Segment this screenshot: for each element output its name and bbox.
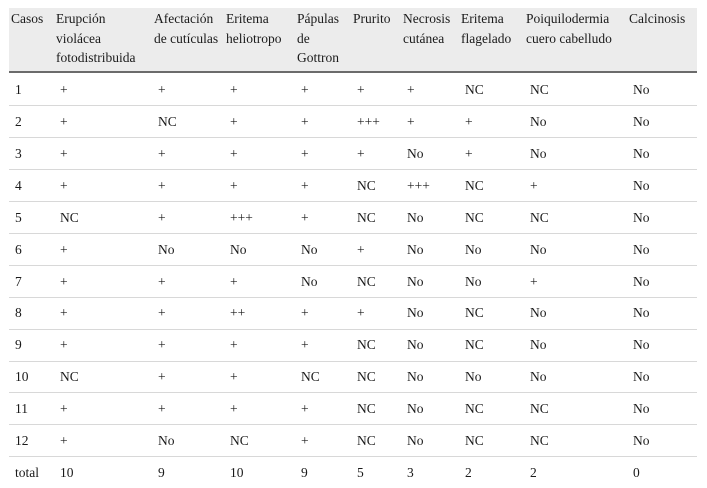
cell-casos: 12 bbox=[9, 425, 54, 457]
cell-necrosis-cutanea: No bbox=[401, 138, 459, 170]
table-row bbox=[9, 297, 697, 329]
cell-papulas-gottron: + bbox=[295, 202, 351, 234]
cell-necrosis-cutanea: No bbox=[401, 202, 459, 234]
cell-papulas-gottron: + bbox=[295, 170, 351, 202]
cell-eritema-heliotropo: + bbox=[224, 138, 295, 170]
cell-afectacion-cuticulas: + bbox=[152, 202, 224, 234]
cell-casos: 7 bbox=[9, 265, 54, 297]
cell-eritema-flagelado: NC bbox=[459, 393, 524, 425]
cell-erupcion-violacea: + bbox=[54, 138, 152, 170]
cell-poiquilodermia: NC bbox=[524, 425, 627, 457]
cell-eritema-flagelado: + bbox=[459, 138, 524, 170]
cell-erupcion-violacea: + bbox=[54, 265, 152, 297]
cell-calcinosis: No bbox=[627, 138, 697, 170]
cell-eritema-heliotropo: +++ bbox=[224, 202, 295, 234]
table-row bbox=[9, 202, 697, 234]
cell-prurito: NC bbox=[351, 265, 401, 297]
header-row bbox=[9, 8, 697, 72]
cell-casos: 6 bbox=[9, 233, 54, 265]
table-row bbox=[9, 106, 697, 138]
header-erupcion-violacea: Erupción violácea fotodistribuida bbox=[54, 8, 152, 72]
table-header bbox=[9, 8, 697, 72]
cell-afectacion-cuticulas: No bbox=[152, 425, 224, 457]
cell-eritema-flagelado: NC bbox=[459, 202, 524, 234]
cell-erupcion-violacea: NC bbox=[54, 361, 152, 393]
cell-afectacion-cuticulas: + bbox=[152, 265, 224, 297]
cell-papulas-gottron: + bbox=[295, 393, 351, 425]
cell-afectacion-cuticulas: + bbox=[152, 361, 224, 393]
cell-eritema-heliotropo: + bbox=[224, 106, 295, 138]
cell-erupcion-violacea: + bbox=[54, 233, 152, 265]
cell-poiquilodermia: + bbox=[524, 170, 627, 202]
table-row bbox=[9, 170, 697, 202]
cell-eritema-flagelado: No bbox=[459, 233, 524, 265]
cell-prurito: + bbox=[351, 138, 401, 170]
table-row bbox=[9, 329, 697, 361]
header-afectacion-cuticulas: Afectación de cutículas bbox=[152, 8, 224, 72]
cell-eritema-heliotropo: No bbox=[224, 233, 295, 265]
cell-necrosis-cutanea: + bbox=[401, 72, 459, 106]
cell-calcinosis: 0 bbox=[627, 457, 697, 488]
cell-poiquilodermia: No bbox=[524, 361, 627, 393]
cell-casos: 4 bbox=[9, 170, 54, 202]
cell-prurito: 5 bbox=[351, 457, 401, 488]
table-row bbox=[9, 265, 697, 297]
cell-afectacion-cuticulas: NC bbox=[152, 106, 224, 138]
table-row bbox=[9, 393, 697, 425]
cell-erupcion-violacea: + bbox=[54, 170, 152, 202]
cell-papulas-gottron: 9 bbox=[295, 457, 351, 488]
cell-necrosis-cutanea: No bbox=[401, 393, 459, 425]
cell-eritema-flagelado: NC bbox=[459, 170, 524, 202]
cell-eritema-flagelado: NC bbox=[459, 329, 524, 361]
header-eritema-flagelado: Eritema flagelado bbox=[459, 8, 524, 72]
cell-poiquilodermia: No bbox=[524, 106, 627, 138]
cell-prurito: NC bbox=[351, 361, 401, 393]
cell-erupcion-violacea: 10 bbox=[54, 457, 152, 488]
cell-afectacion-cuticulas: + bbox=[152, 138, 224, 170]
cell-papulas-gottron: + bbox=[295, 106, 351, 138]
clinical-features-table-container bbox=[9, 8, 697, 488]
table-row bbox=[9, 72, 697, 106]
cell-papulas-gottron: + bbox=[295, 329, 351, 361]
cell-papulas-gottron: No bbox=[295, 233, 351, 265]
cell-prurito: NC bbox=[351, 202, 401, 234]
cell-necrosis-cutanea: 3 bbox=[401, 457, 459, 488]
cell-calcinosis: No bbox=[627, 106, 697, 138]
cell-eritema-heliotropo: 10 bbox=[224, 457, 295, 488]
cell-poiquilodermia: No bbox=[524, 297, 627, 329]
cell-prurito: NC bbox=[351, 425, 401, 457]
cell-poiquilodermia: NC bbox=[524, 393, 627, 425]
cell-calcinosis: No bbox=[627, 393, 697, 425]
cell-prurito: NC bbox=[351, 329, 401, 361]
cell-eritema-heliotropo: + bbox=[224, 170, 295, 202]
cell-casos: 11 bbox=[9, 393, 54, 425]
clinical-features-table bbox=[9, 8, 697, 488]
cell-poiquilodermia: NC bbox=[524, 202, 627, 234]
cell-casos: 8 bbox=[9, 297, 54, 329]
cell-casos: 2 bbox=[9, 106, 54, 138]
cell-papulas-gottron: + bbox=[295, 425, 351, 457]
cell-eritema-heliotropo: + bbox=[224, 265, 295, 297]
cell-afectacion-cuticulas: + bbox=[152, 297, 224, 329]
cell-calcinosis: No bbox=[627, 170, 697, 202]
cell-eritema-flagelado: NC bbox=[459, 425, 524, 457]
table-body bbox=[9, 72, 697, 488]
cell-eritema-flagelado: NC bbox=[459, 72, 524, 106]
cell-casos: total bbox=[9, 457, 54, 488]
cell-afectacion-cuticulas: No bbox=[152, 233, 224, 265]
cell-necrosis-cutanea: + bbox=[401, 106, 459, 138]
cell-eritema-heliotropo: + bbox=[224, 329, 295, 361]
cell-casos: 5 bbox=[9, 202, 54, 234]
cell-calcinosis: No bbox=[627, 202, 697, 234]
cell-poiquilodermia: No bbox=[524, 138, 627, 170]
cell-necrosis-cutanea: No bbox=[401, 297, 459, 329]
cell-calcinosis: No bbox=[627, 265, 697, 297]
table-row bbox=[9, 138, 697, 170]
table-row bbox=[9, 361, 697, 393]
cell-poiquilodermia: No bbox=[524, 329, 627, 361]
cell-casos: 3 bbox=[9, 138, 54, 170]
header-casos: Casos bbox=[9, 8, 54, 72]
cell-papulas-gottron: NC bbox=[295, 361, 351, 393]
cell-necrosis-cutanea: No bbox=[401, 329, 459, 361]
cell-prurito: + bbox=[351, 233, 401, 265]
table-row bbox=[9, 425, 697, 457]
cell-eritema-flagelado: NC bbox=[459, 297, 524, 329]
cell-erupcion-violacea: + bbox=[54, 329, 152, 361]
cell-calcinosis: No bbox=[627, 329, 697, 361]
total-row bbox=[9, 457, 697, 488]
cell-papulas-gottron: + bbox=[295, 138, 351, 170]
cell-eritema-flagelado: No bbox=[459, 265, 524, 297]
cell-prurito: +++ bbox=[351, 106, 401, 138]
header-poiquilodermia: Poiquilodermia cuero cabelludo bbox=[524, 8, 627, 72]
cell-necrosis-cutanea: No bbox=[401, 265, 459, 297]
cell-prurito: NC bbox=[351, 393, 401, 425]
cell-necrosis-cutanea: No bbox=[401, 425, 459, 457]
cell-necrosis-cutanea: No bbox=[401, 361, 459, 393]
cell-calcinosis: No bbox=[627, 233, 697, 265]
cell-afectacion-cuticulas: + bbox=[152, 72, 224, 106]
cell-erupcion-violacea: NC bbox=[54, 202, 152, 234]
cell-afectacion-cuticulas: 9 bbox=[152, 457, 224, 488]
cell-erupcion-violacea: + bbox=[54, 393, 152, 425]
cell-afectacion-cuticulas: + bbox=[152, 170, 224, 202]
cell-casos: 1 bbox=[9, 72, 54, 106]
cell-necrosis-cutanea: No bbox=[401, 233, 459, 265]
header-calcinosis: Calcinosis bbox=[627, 8, 697, 72]
cell-casos: 9 bbox=[9, 329, 54, 361]
cell-erupcion-violacea: + bbox=[54, 297, 152, 329]
cell-erupcion-violacea: + bbox=[54, 106, 152, 138]
cell-calcinosis: No bbox=[627, 72, 697, 106]
cell-eritema-heliotropo: + bbox=[224, 72, 295, 106]
cell-prurito: + bbox=[351, 72, 401, 106]
cell-eritema-flagelado: + bbox=[459, 106, 524, 138]
header-papulas-gottron: Pápulas de Gottron bbox=[295, 8, 351, 72]
cell-necrosis-cutanea: +++ bbox=[401, 170, 459, 202]
cell-papulas-gottron: + bbox=[295, 72, 351, 106]
cell-calcinosis: No bbox=[627, 297, 697, 329]
cell-calcinosis: No bbox=[627, 425, 697, 457]
header-eritema-heliotropo: Eritema heliotropo bbox=[224, 8, 295, 72]
table-row bbox=[9, 233, 697, 265]
cell-eritema-heliotropo: + bbox=[224, 361, 295, 393]
cell-afectacion-cuticulas: + bbox=[152, 329, 224, 361]
cell-eritema-heliotropo: ++ bbox=[224, 297, 295, 329]
cell-eritema-heliotropo: NC bbox=[224, 425, 295, 457]
cell-eritema-flagelado: No bbox=[459, 361, 524, 393]
cell-casos: 10 bbox=[9, 361, 54, 393]
cell-erupcion-violacea: + bbox=[54, 425, 152, 457]
cell-poiquilodermia: 2 bbox=[524, 457, 627, 488]
header-necrosis-cutanea: Necrosis cutánea bbox=[401, 8, 459, 72]
cell-erupcion-violacea: + bbox=[54, 72, 152, 106]
cell-eritema-flagelado: 2 bbox=[459, 457, 524, 488]
cell-papulas-gottron: No bbox=[295, 265, 351, 297]
cell-poiquilodermia: + bbox=[524, 265, 627, 297]
cell-calcinosis: No bbox=[627, 361, 697, 393]
cell-eritema-heliotropo: + bbox=[224, 393, 295, 425]
cell-prurito: NC bbox=[351, 170, 401, 202]
header-prurito: Prurito bbox=[351, 8, 401, 72]
cell-prurito: + bbox=[351, 297, 401, 329]
cell-poiquilodermia: NC bbox=[524, 72, 627, 106]
cell-papulas-gottron: + bbox=[295, 297, 351, 329]
cell-afectacion-cuticulas: + bbox=[152, 393, 224, 425]
cell-poiquilodermia: No bbox=[524, 233, 627, 265]
